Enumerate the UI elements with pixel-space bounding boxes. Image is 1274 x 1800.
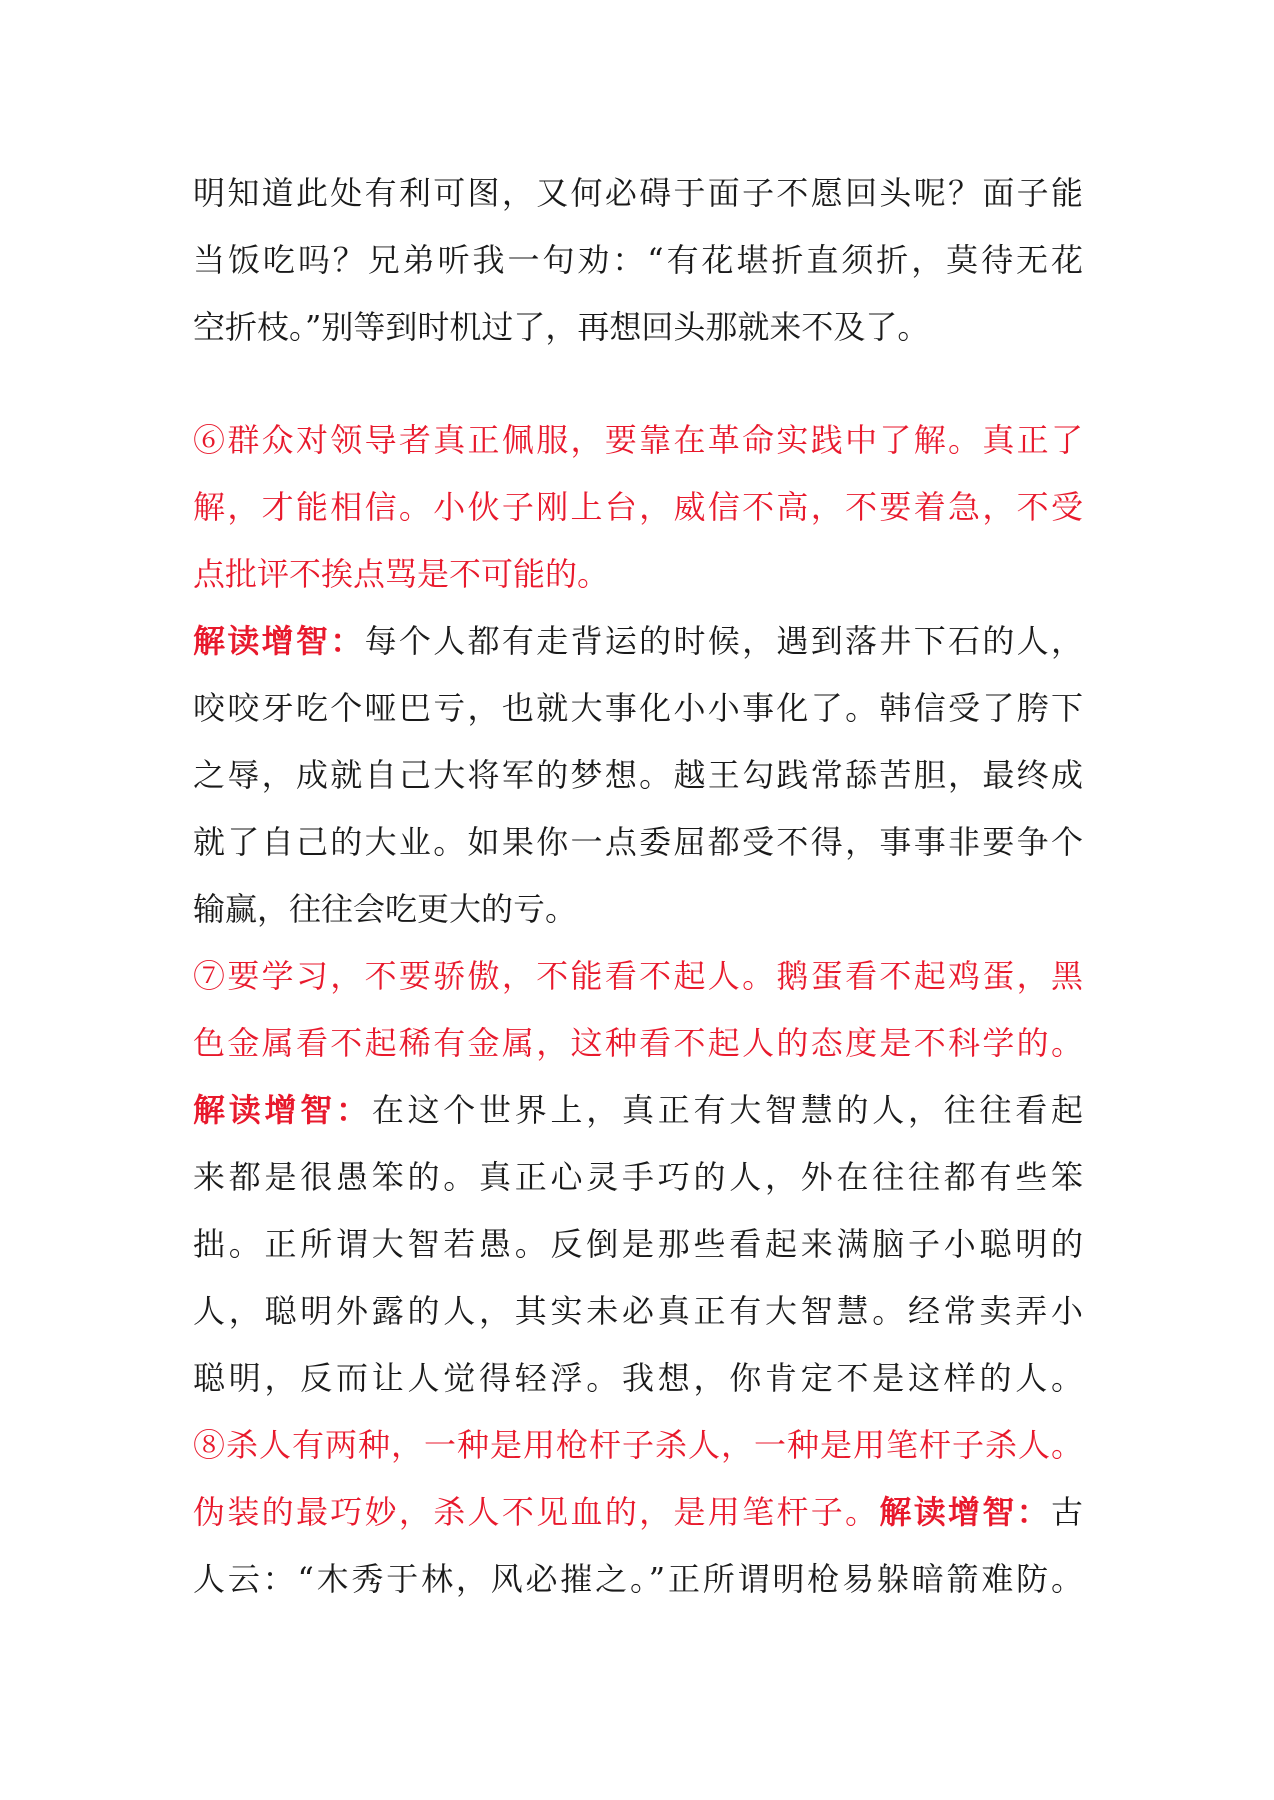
quote-8-line [193, 1479, 1083, 1546]
interpretation-7-line: 来都是很愚笨的。真正心灵手巧的人，外在往往都有些笨 [193, 1158, 1083, 1196]
paragraph-gap [193, 361, 1083, 407]
quote-6-line: 解，才能相信。小伙子刚上台，威信不高，不要着急，不受 [193, 488, 1083, 526]
interpretation-8-line: 人云：“木秀于林，风必摧之。”正所谓明枪易躲暗箭难防。 [193, 1560, 1083, 1598]
interpretation-6-line [193, 608, 1083, 675]
quote-7-line: ⑦要学习，不要骄傲，不能看不起人。鹅蛋看不起鸡蛋，黑 [193, 957, 1083, 995]
interpretation-6-line: 咬咬牙吃个哑巴亏，也就大事化小小事化了。韩信受了胯下 [193, 689, 1083, 727]
text-line: 当饭吃吗？兄弟听我一句劝：“有花堪折直须折，莫待无花 [193, 241, 1083, 279]
document-page [193, 160, 1083, 1613]
interpretation-7-line: 聪明，反而让人觉得轻浮。我想，你肯定不是这样的人。 [193, 1359, 1083, 1397]
interpretation-7-line [193, 1077, 1083, 1144]
interpretation-text: 古 [1050, 1493, 1083, 1531]
quote-7-line: 色金属看不起稀有金属，这种看不起人的态度是不科学的。 [193, 1024, 1083, 1062]
interpretation-7-line: 拙。正所谓大智若愚。反倒是那些看起来满脑子小聪明的 [193, 1225, 1083, 1263]
interpretation-6-line: 就了自己的大业。如果你一点委屈都受不得，事事非要争个 [193, 823, 1083, 861]
interpretation-7-line: 人，聪明外露的人，其实未必真正有大智慧。经常卖弄小 [193, 1292, 1083, 1330]
quote-8-line: ⑧杀人有两种，一种是用枪杆子杀人，一种是用笔杆子杀人。 [193, 1426, 1083, 1464]
quote-8-text: 伪装的最巧妙，杀人不见血的，是用笔杆子。 [193, 1493, 880, 1531]
interpretation-6-line: 输赢，往往会吃更大的亏。 [193, 890, 578, 928]
interpretation-text: 每个人都有走背运的时候，遇到落井下石的人， [364, 622, 1083, 660]
interpretation-label: 解读增智： [193, 1091, 372, 1129]
text-line: 明知道此处有利可图，又何必碍于面子不愿回头呢？面子能 [193, 174, 1083, 212]
interpretation-label: 解读增智： [193, 622, 365, 660]
interpretation-label: 解读增智： [879, 1493, 1051, 1531]
quote-6-line: ⑥群众对领导者真正佩服，要靠在革命实践中了解。真正了 [193, 421, 1083, 459]
interpretation-text: 在这个世界上，真正有大智慧的人，往往看起 [371, 1091, 1083, 1129]
text-line: 空折枝。”别等到时机过了，再想回头那就来不及了。 [193, 308, 930, 346]
interpretation-6-line: 之辱，成就自己大将军的梦想。越王勾践常舔苦胆，最终成 [193, 756, 1083, 794]
quote-6-line: 点批评不挨点骂是不可能的。 [193, 555, 610, 593]
